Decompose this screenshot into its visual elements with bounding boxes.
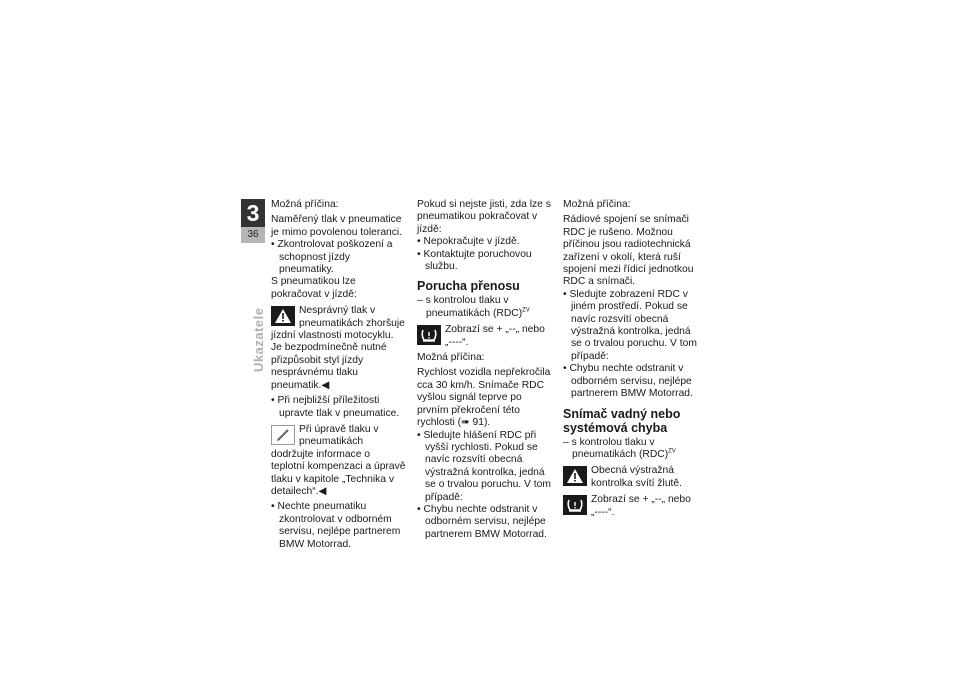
list-item: • Nechte pneumatiku zkontrolovat v odborném servisu, nejlépe partnerem BMW Motorrad.	[271, 501, 406, 551]
cause-text: Rádiové spojení se snímači RDC je rušeno. Možnou příčinou jsou radiotechnická zařízení v okolí, která ruší spojení mezi řídicí jednotkou RDC a snímači.	[563, 214, 694, 288]
warning-light-block	[563, 465, 698, 490]
condition-item: – s kontrolou tlaku v pneumatikách (RDC)$^{ZV}$	[417, 295, 552, 320]
list-item: • Chybu nechte odstranit v odborném servisu, nejlépe partnerem BMW Motorrad.	[417, 504, 552, 541]
warning-text: Nesprávný tlak v pneumatikách zhoršuje jízdní vlastnosti motocyklu. Je bezpodmínečně nutné přizpůsobit styl jízdy nesprávnému tlaku pneumatik.◀	[271, 305, 405, 391]
list-item: • Sledujte hlášení RDC při vyšší rychlosti. Pokud se navíc rozsvítí obecná výstražná kontrolka, jedná se o trvalou poruchu. V tom případě:	[417, 430, 552, 504]
page-number: 36	[241, 227, 265, 243]
tire-pressure-icon	[563, 495, 587, 515]
rdc-display-text: Zobrazí se + „--„ nebo „----“.	[591, 494, 691, 518]
column-1	[271, 199, 406, 551]
chapter-tab	[241, 199, 265, 243]
note-block	[271, 424, 406, 498]
rdc-block	[563, 494, 698, 519]
note-text: Při úpravě tlaku v pneumatikách dodržujte informace o teplotní kompenzaci a úpravě tlaku v kapitole „Technika v detailech“.◀	[271, 423, 406, 497]
paragraph: S pneumatikou lze pokračovat v jízdě:	[271, 276, 357, 300]
paragraph: Pokud si nejste jisti, zda lze s pneumatikou pokračovat v jízdě:	[417, 199, 551, 235]
section-heading: Porucha přenosu	[417, 279, 520, 294]
cause-text: Naměřený tlak v pneumatice je mimo povolenou toleranci.	[271, 214, 403, 238]
rdc-display-text: Zobrazí se + „--„ nebo „----“.	[445, 324, 545, 348]
list-item: • Zkontrolovat poškození a schopnost jízdy pneumatiky.	[271, 239, 406, 276]
chapter-number: 3	[241, 199, 265, 227]
warning-light-text: Obecná výstražná kontrolka svítí žlutě.	[591, 465, 682, 489]
warning-block	[271, 305, 406, 392]
list-item: • Chybu nechte odstranit v odborném servisu, nejlépe partnerem BMW Motorrad.	[563, 363, 698, 400]
list-item: • Nepokračujte v jízdě.	[417, 236, 552, 248]
note-pencil-icon	[271, 425, 295, 445]
section-side-label: Ukazatele	[251, 307, 266, 372]
warning-triangle-icon	[271, 306, 295, 326]
tire-pressure-icon	[417, 325, 441, 345]
list-item: • Sledujte zobrazení RDC v jiném prostředí. Pokud se navíc rozsvítí obecná výstražná kontrolka, jedná se o trvalou poruchu. V tom případě:	[563, 289, 698, 363]
condition-item: – s kontrolou tlaku v pneumatikách (RDC)$^{ZV}$	[563, 437, 698, 462]
rdc-block	[417, 324, 552, 349]
cause-label: Možná příčina:	[417, 352, 485, 364]
list-item: • Kontaktujte poruchovou službu.	[417, 249, 552, 274]
column-2	[417, 199, 552, 541]
column-3	[563, 199, 698, 519]
warning-triangle-icon	[563, 466, 587, 486]
section-heading: Snímač vadný nebo systémová chyba	[563, 406, 681, 435]
cause-label: Možná příčina:	[271, 199, 339, 210]
list-item: • Při nejbližší příležitosti upravte tlak v pneumatice.	[271, 395, 406, 420]
cause-text: Rychlost vozidla nepřekročila cca 30 km/h. Snímače RDC vyšlou signál teprve po prvním překročení této rychlosti (➠ 91).	[417, 367, 551, 429]
cause-label: Možná příčina:	[563, 199, 631, 210]
